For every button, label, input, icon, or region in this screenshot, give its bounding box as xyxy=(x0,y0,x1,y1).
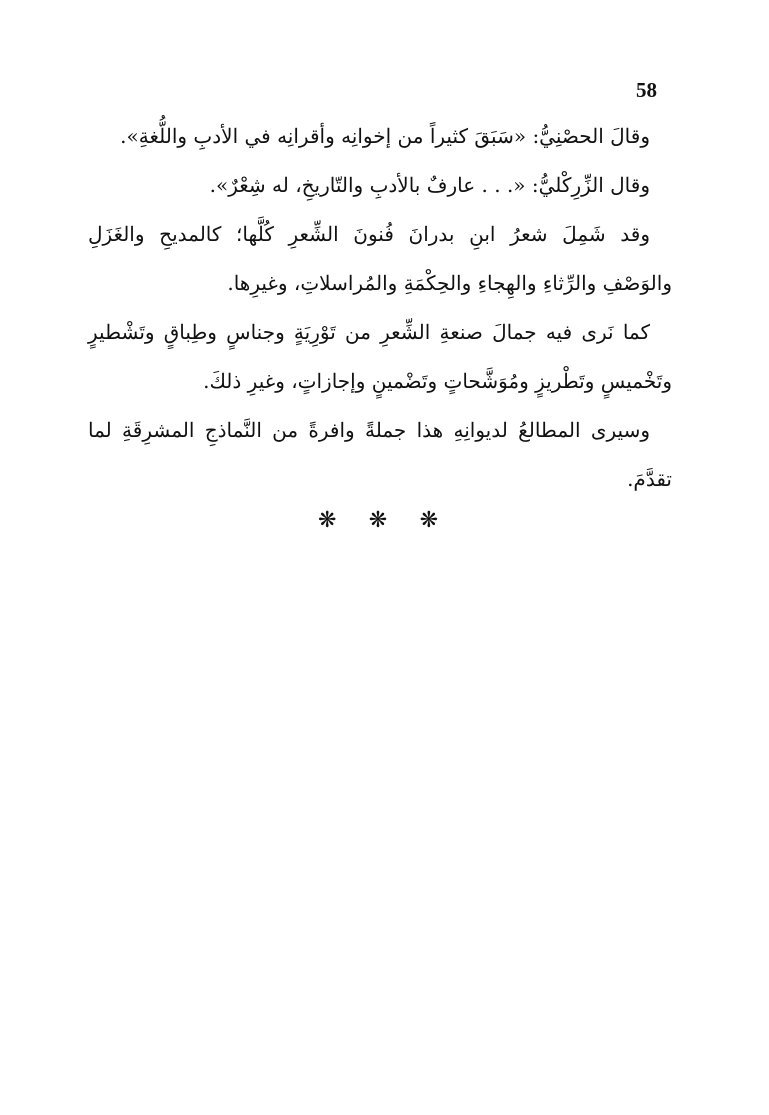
section-separator xyxy=(318,508,438,533)
separator-star-icon: ❋ xyxy=(318,508,337,533)
paragraph-hisni-quote: وقالَ الحصْنِيُّ: «سَبَقَ كثيراً من إخوانِه وأقرانِه في الأدبِ واللُّغةِ». xyxy=(120,124,650,148)
paragraph-poetic-craft: كما نَرى فيه جمالَ صنعةِ الشِّعرِ من تَوْرِيَةٍ وجناسٍ وطِباقٍ وتَشْطيرٍ وتَخْميسٍ وتَطْريزٍ ومُوَشَّحاتٍ وتَضْمينٍ وإجازاتٍ، وغيرِ ذلكَ. xyxy=(88,320,672,393)
paragraph-zirikli-quote: وقال الزِّرِكْليُّ: «. . . عارفٌ بالأدبِ والتّاريخِ، له شِعْرٌ». xyxy=(209,173,650,197)
paragraph-reader-note: وسيرى المطالعُ لديوانِهِ هذا جملةً وافرةً من النَّماذجِ المشرِقَةِ لما تقدَّمَ. xyxy=(88,418,672,491)
paragraph-poetry-genres: وقد شَمِلَ شعرُ ابنِ بدرانَ فُنونَ الشِّعرِ كُلَّها؛ كالمديحِ والغَزَلِ والوَصْفِ والرِّثاءِ والهِجاءِ والحِكْمَةِ والمُراسلاتِ، وغيرِها. xyxy=(88,222,672,295)
separator-star-icon: ❋ xyxy=(419,508,438,533)
separator-star-icon: ❋ xyxy=(368,508,388,533)
page-number: 58 xyxy=(636,78,657,102)
body-text xyxy=(88,112,672,504)
